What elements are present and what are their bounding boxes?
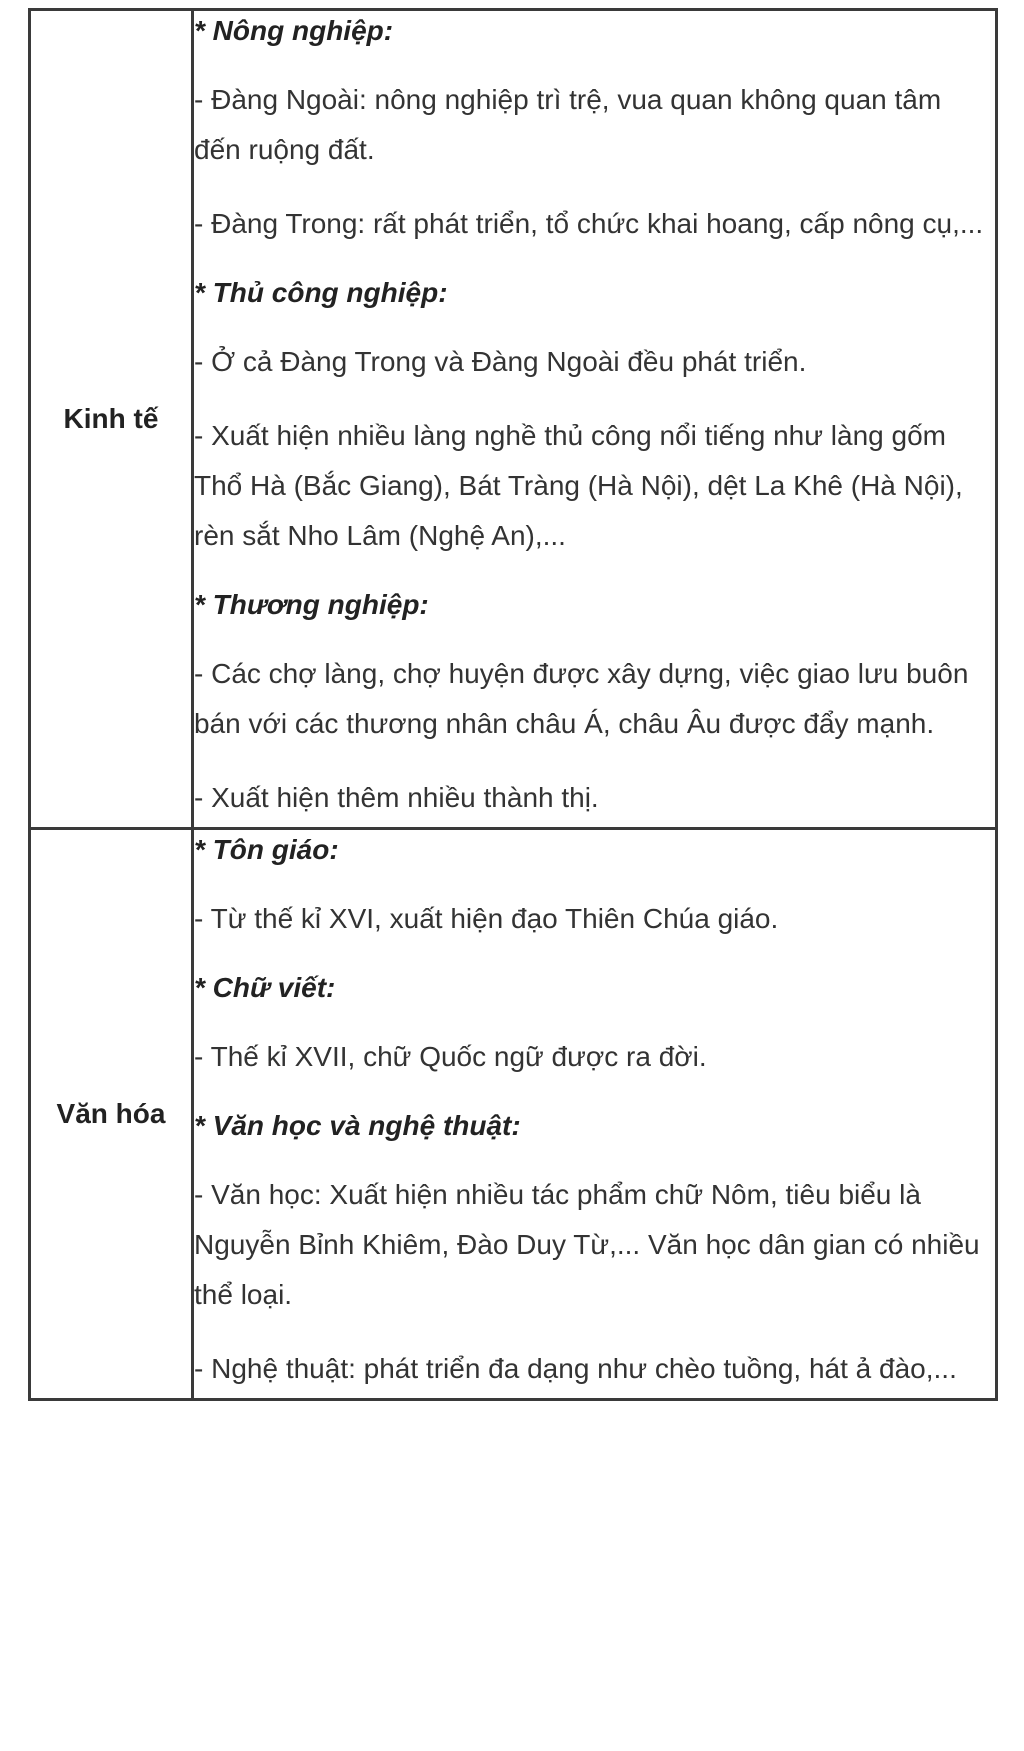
section-heading: * Tôn giáo: <box>194 834 339 865</box>
row-label-cell <box>30 829 193 1400</box>
row-content-cell <box>193 829 997 1400</box>
section-heading: * Nông nghiệp: <box>194 15 394 46</box>
content-paragraph: - Văn học: Xuất hiện nhiều tác phẩm chữ Nôm, tiêu biểu là Nguyễn Bỉnh Khiêm, Đào Duy Từ,... Văn học dân gian có nhiều thể loại. <box>194 1179 980 1310</box>
comparison-table <box>28 8 998 1401</box>
content-paragraph: - Các chợ làng, chợ huyện được xây dựng, việc giao lưu buôn bán với các thương nhân châu Á, châu Âu được đẩy mạnh. <box>194 658 969 739</box>
row-content-cell <box>193 10 997 829</box>
content-paragraph: - Xuất hiện thêm nhiều thành thị. <box>194 782 599 813</box>
content-paragraph: - Xuất hiện nhiều làng nghề thủ công nổi tiếng như làng gốm Thổ Hà (Bắc Giang), Bát Tràng (Hà Nội), dệt La Khê (Hà Nội), rèn sắt Nho Lâm (Nghệ An),... <box>194 420 963 551</box>
section-heading: * Chữ viết: <box>194 972 336 1003</box>
section-heading: * Thủ công nghiệp: <box>194 277 448 308</box>
table-row-economy <box>30 10 997 829</box>
row-label: Kinh tế <box>63 403 159 434</box>
content-paragraph: - Nghệ thuật: phát triển đa dạng như chèo tuồng, hát ả đào,... <box>194 1353 957 1384</box>
row-label-cell <box>30 10 193 829</box>
content-paragraph: - Từ thế kỉ XVI, xuất hiện đạo Thiên Chúa giáo. <box>194 903 779 934</box>
content-paragraph: - Đàng Trong: rất phát triển, tổ chức khai hoang, cấp nông cụ,... <box>194 208 984 239</box>
table-row-culture <box>30 829 997 1400</box>
section-heading: * Văn học và nghệ thuật: <box>194 1110 521 1141</box>
content-paragraph: - Đàng Ngoài: nông nghiệp trì trệ, vua quan không quan tâm đến ruộng đất. <box>194 84 942 165</box>
content-paragraph: - Ở cả Đàng Trong và Đàng Ngoài đều phát triển. <box>194 346 807 377</box>
section-heading: * Thương nghiệp: <box>194 589 429 620</box>
row-label: Văn hóa <box>56 1098 166 1129</box>
content-paragraph: - Thế kỉ XVII, chữ Quốc ngữ được ra đời. <box>194 1041 707 1072</box>
